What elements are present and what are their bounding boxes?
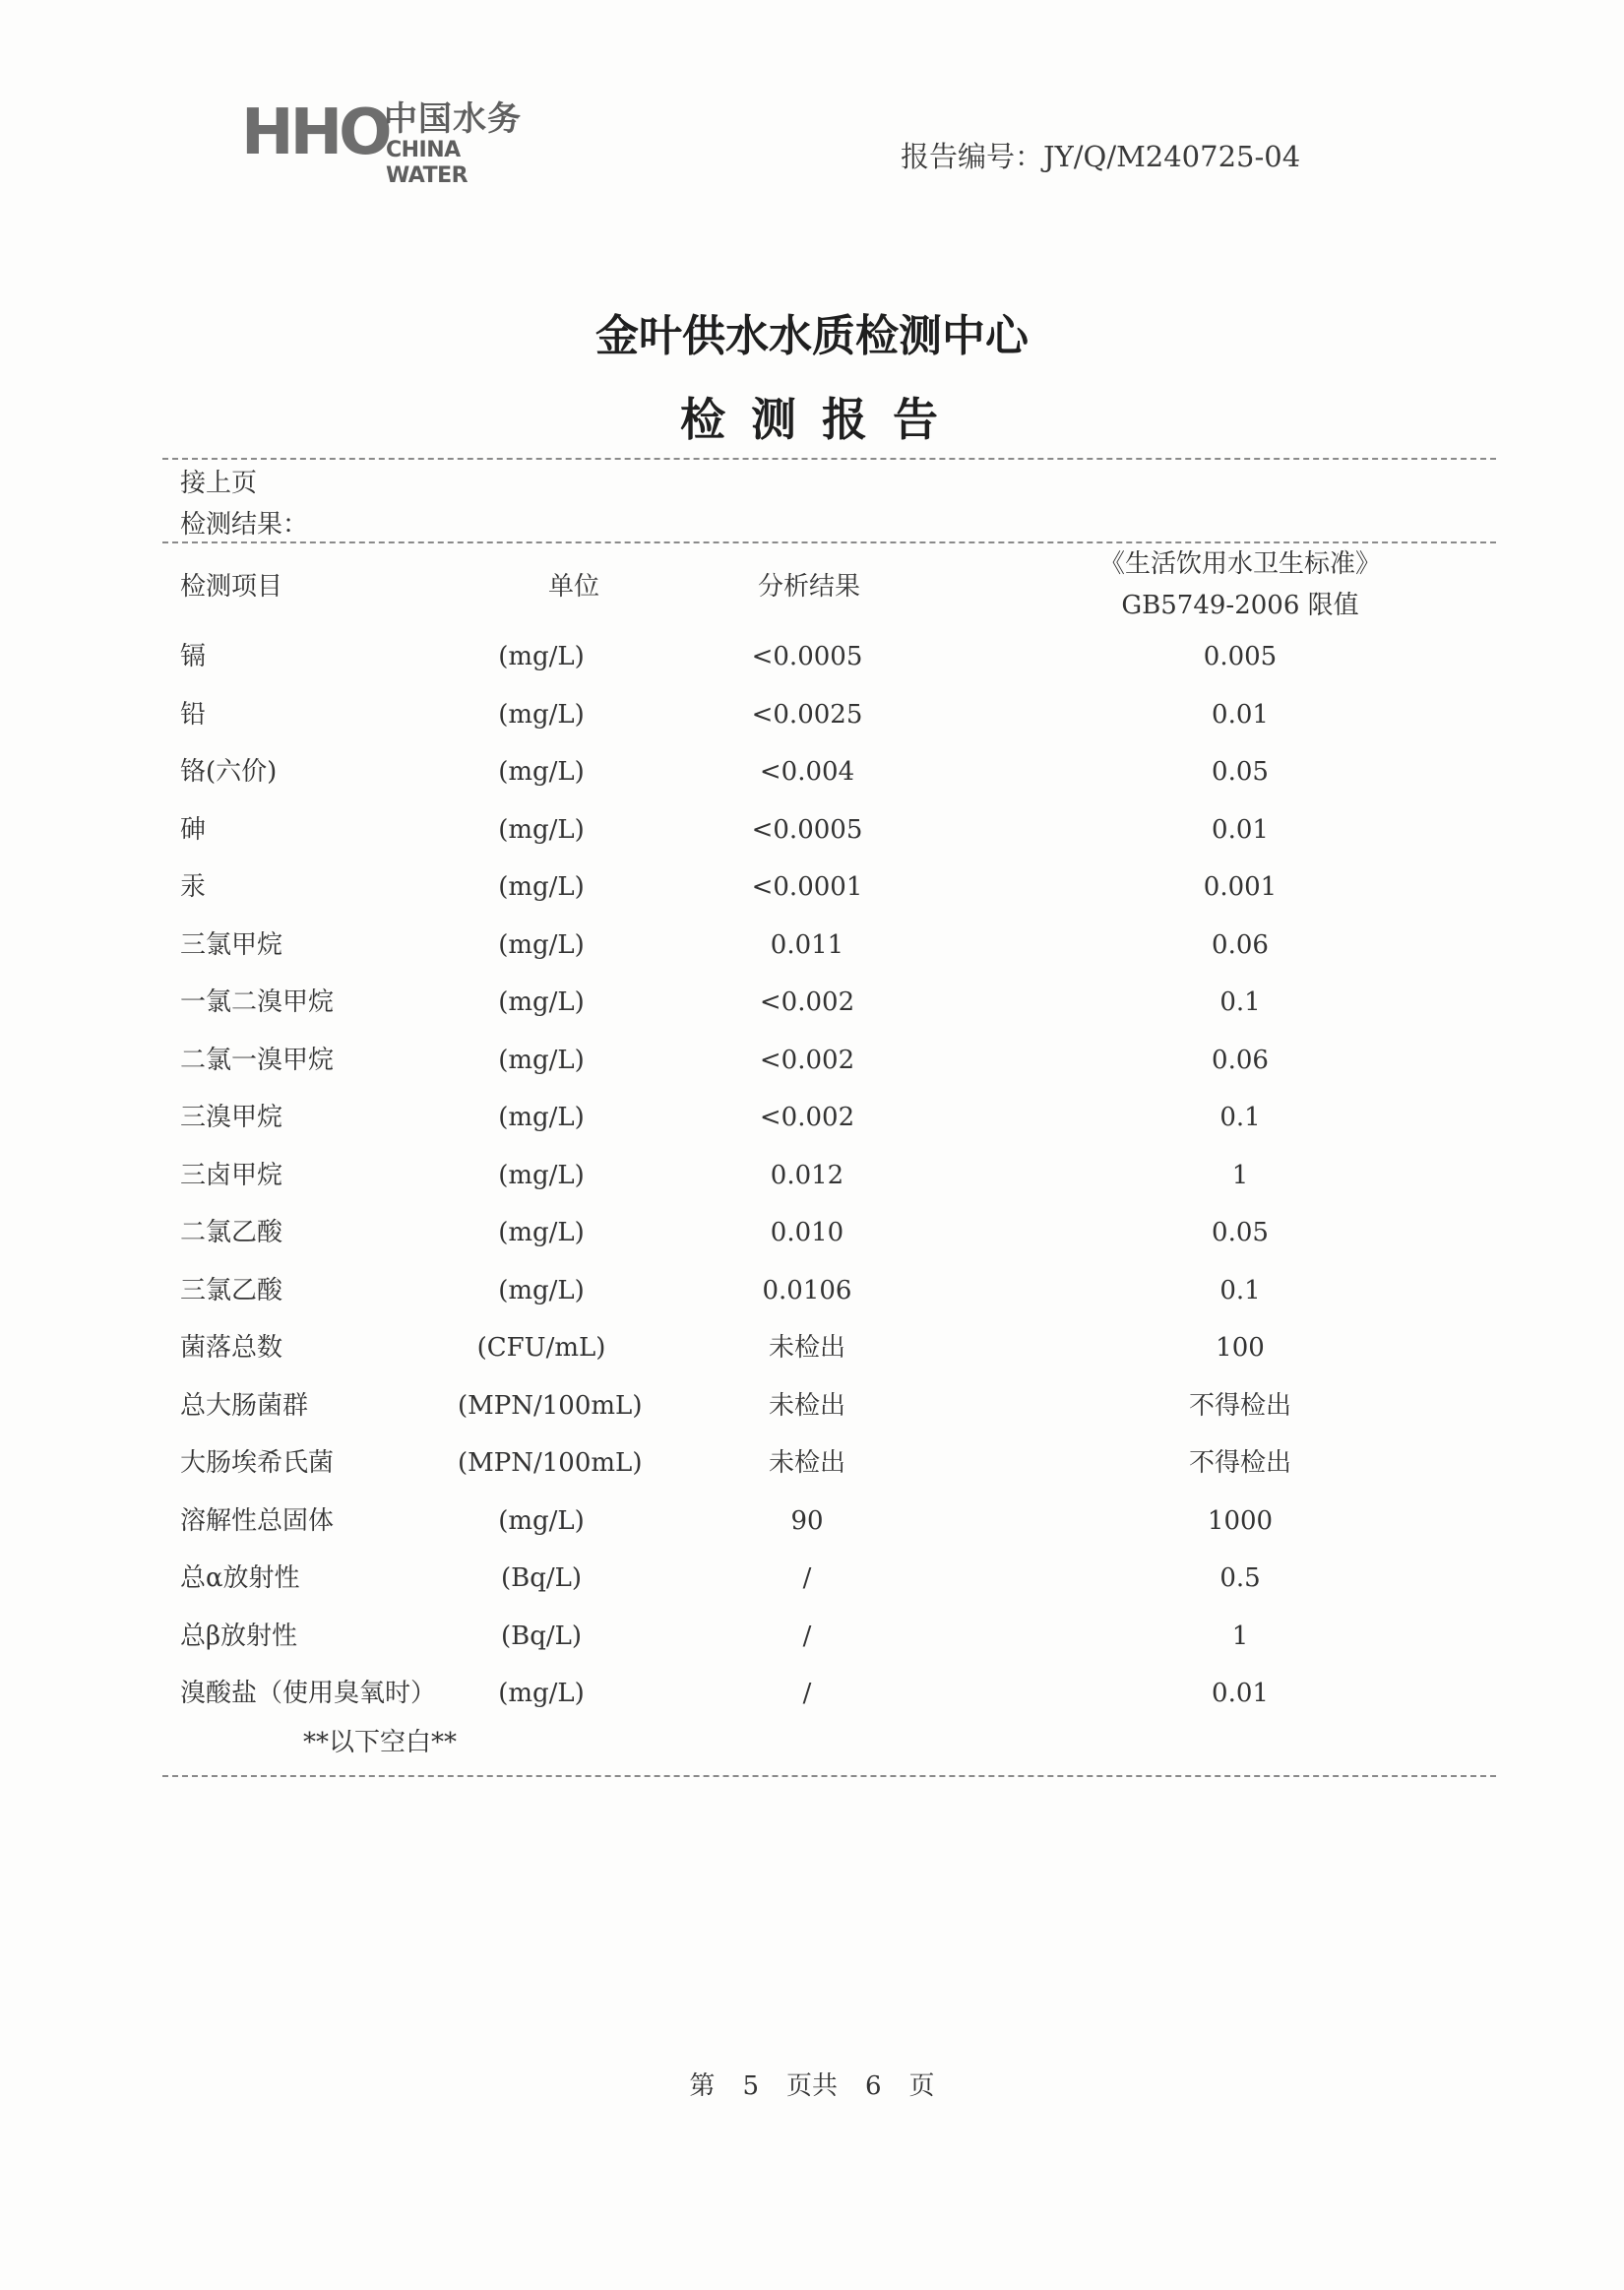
row-result: 90 bbox=[790, 1506, 824, 1536]
row-item: 铬(六价) bbox=[180, 757, 278, 787]
row-item: 汞 bbox=[180, 872, 207, 902]
row-item: 三氯甲烷 bbox=[180, 930, 283, 960]
table-row bbox=[0, 1617, 1624, 1656]
row-limit: 0.06 bbox=[1212, 930, 1269, 960]
row-unit: (mg/L) bbox=[498, 1161, 585, 1190]
standard-name: 《生活饮用水卫生标准》 bbox=[1098, 549, 1381, 579]
page-middle: 页共 bbox=[785, 2071, 838, 2101]
table-row bbox=[0, 1386, 1624, 1426]
row-item: 二氯一溴甲烷 bbox=[180, 1046, 335, 1075]
row-result: <0.0001 bbox=[751, 872, 863, 902]
row-limit: 0.1 bbox=[1219, 1276, 1261, 1305]
column-header-item: 检测项目 bbox=[180, 572, 283, 602]
row-limit: 0.01 bbox=[1212, 700, 1269, 730]
table-row bbox=[0, 1674, 1624, 1713]
row-result: <0.002 bbox=[759, 1046, 855, 1075]
table-row bbox=[0, 1098, 1624, 1137]
column-header-standard bbox=[984, 543, 1496, 626]
row-item: 镉 bbox=[180, 642, 207, 671]
row-result: <0.002 bbox=[759, 1103, 855, 1132]
row-unit: (mg/L) bbox=[498, 930, 585, 960]
row-unit: (mg/L) bbox=[498, 1276, 585, 1305]
row-limit: 1000 bbox=[1207, 1506, 1274, 1536]
row-limit: 0.01 bbox=[1212, 1679, 1269, 1708]
row-unit: (MPN/100mL) bbox=[458, 1391, 643, 1421]
row-unit: (MPN/100mL) bbox=[458, 1448, 643, 1478]
row-limit: 0.5 bbox=[1219, 1563, 1261, 1593]
divider-top bbox=[162, 458, 1496, 460]
row-unit: (mg/L) bbox=[498, 872, 585, 902]
table-row bbox=[0, 1558, 1624, 1598]
row-item: 二氯乙酸 bbox=[180, 1218, 283, 1247]
row-limit: 0.05 bbox=[1212, 1218, 1269, 1247]
row-result: 0.010 bbox=[770, 1218, 844, 1247]
page-indicator bbox=[0, 2066, 1624, 2102]
table-row bbox=[0, 1501, 1624, 1541]
row-result: 未检出 bbox=[768, 1448, 845, 1478]
table-row bbox=[0, 867, 1624, 907]
row-item: 溶解性总固体 bbox=[180, 1506, 335, 1536]
page-current: 5 bbox=[742, 2071, 759, 2101]
row-item: 砷 bbox=[180, 815, 207, 845]
row-unit: (mg/L) bbox=[498, 1679, 585, 1708]
row-unit: (mg/L) bbox=[498, 1218, 585, 1247]
row-limit: 100 bbox=[1216, 1333, 1265, 1363]
china-water-logo bbox=[241, 96, 536, 188]
table-row bbox=[0, 1213, 1624, 1252]
row-item: 三氯乙酸 bbox=[180, 1276, 283, 1305]
row-result: <0.004 bbox=[759, 757, 855, 787]
row-result: 0.012 bbox=[770, 1161, 844, 1190]
table-row bbox=[0, 925, 1624, 965]
row-result: 未检出 bbox=[768, 1333, 845, 1363]
logo-mark: HHO bbox=[241, 96, 389, 169]
row-item: 总α放射性 bbox=[180, 1563, 300, 1593]
table-row bbox=[0, 695, 1624, 734]
page-total: 6 bbox=[865, 2071, 882, 2101]
row-item: 总大肠菌群 bbox=[180, 1391, 309, 1421]
logo-name-cn: 中国水务 bbox=[384, 99, 522, 139]
row-limit: 不得检出 bbox=[1188, 1448, 1291, 1478]
row-unit: (mg/L) bbox=[498, 987, 585, 1017]
row-limit: 1 bbox=[1231, 1622, 1249, 1651]
row-limit: 不得检出 bbox=[1188, 1391, 1291, 1421]
blank-below-note: **以下空白** bbox=[303, 1728, 458, 1757]
row-limit: 0.05 bbox=[1212, 757, 1269, 787]
page-suffix: 页 bbox=[908, 2071, 935, 2101]
row-result: 0.011 bbox=[770, 930, 844, 960]
row-item: 三溴甲烷 bbox=[180, 1103, 283, 1132]
row-result: <0.002 bbox=[759, 987, 855, 1017]
continued-label: 接上页 bbox=[180, 469, 258, 498]
row-limit: 0.1 bbox=[1219, 987, 1261, 1017]
row-unit: (mg/L) bbox=[498, 700, 585, 730]
column-header-result: 分析结果 bbox=[758, 572, 861, 602]
row-limit: 0.01 bbox=[1212, 815, 1269, 845]
row-unit: (CFU/mL) bbox=[476, 1333, 606, 1363]
table-row bbox=[0, 1328, 1624, 1368]
row-item: 铅 bbox=[180, 700, 207, 730]
column-header-unit: 单位 bbox=[548, 572, 600, 602]
row-limit: 1 bbox=[1231, 1161, 1249, 1190]
table-row bbox=[0, 1156, 1624, 1195]
page-prefix: 第 bbox=[689, 2071, 716, 2101]
table-row bbox=[0, 1443, 1624, 1483]
table-row bbox=[0, 637, 1624, 676]
table-row bbox=[0, 810, 1624, 850]
row-unit: (mg/L) bbox=[498, 1103, 585, 1132]
row-result: / bbox=[802, 1622, 812, 1651]
row-unit: (mg/L) bbox=[498, 815, 585, 845]
row-result: 0.0106 bbox=[762, 1276, 852, 1305]
row-item: 一氯二溴甲烷 bbox=[180, 987, 335, 1017]
row-unit: (mg/L) bbox=[498, 1046, 585, 1075]
standard-limit-label: GB5749-2006 限值 bbox=[1121, 591, 1359, 620]
results-label: 检测结果： bbox=[180, 510, 309, 540]
row-unit: (mg/L) bbox=[498, 757, 585, 787]
row-item: 大肠埃希氏菌 bbox=[180, 1448, 335, 1478]
row-unit: (Bq/L) bbox=[500, 1563, 583, 1593]
table-row bbox=[0, 1271, 1624, 1310]
row-item: 总β放射性 bbox=[180, 1622, 298, 1651]
row-limit: 0.06 bbox=[1212, 1046, 1269, 1075]
report-number: 报告编号：JY/Q/M240725-04 bbox=[901, 140, 1301, 173]
logo-name-en: CHINA WATER bbox=[386, 138, 468, 188]
divider-bottom bbox=[162, 1775, 1496, 1777]
row-result: / bbox=[802, 1563, 812, 1593]
table-row bbox=[0, 1041, 1624, 1080]
row-result: <0.0005 bbox=[751, 642, 863, 671]
row-result: 未检出 bbox=[768, 1391, 845, 1421]
row-unit: (Bq/L) bbox=[500, 1622, 583, 1651]
row-limit: 0.001 bbox=[1203, 872, 1278, 902]
row-result: / bbox=[802, 1679, 812, 1708]
row-result: <0.0005 bbox=[751, 815, 863, 845]
row-limit: 0.005 bbox=[1203, 642, 1278, 671]
table-row bbox=[0, 983, 1624, 1022]
row-item: 溴酸盐（使用臭氧时） bbox=[180, 1679, 437, 1708]
row-unit: (mg/L) bbox=[498, 1506, 585, 1536]
row-item: 菌落总数 bbox=[180, 1333, 283, 1363]
row-result: <0.0025 bbox=[751, 700, 863, 730]
row-unit: (mg/L) bbox=[498, 642, 585, 671]
table-row bbox=[0, 752, 1624, 792]
row-item: 三卤甲烷 bbox=[180, 1161, 283, 1190]
organization-title: 金叶供水水质检测中心 bbox=[595, 311, 1029, 361]
document-title: 检测报告 bbox=[680, 393, 964, 446]
row-limit: 0.1 bbox=[1219, 1103, 1261, 1132]
